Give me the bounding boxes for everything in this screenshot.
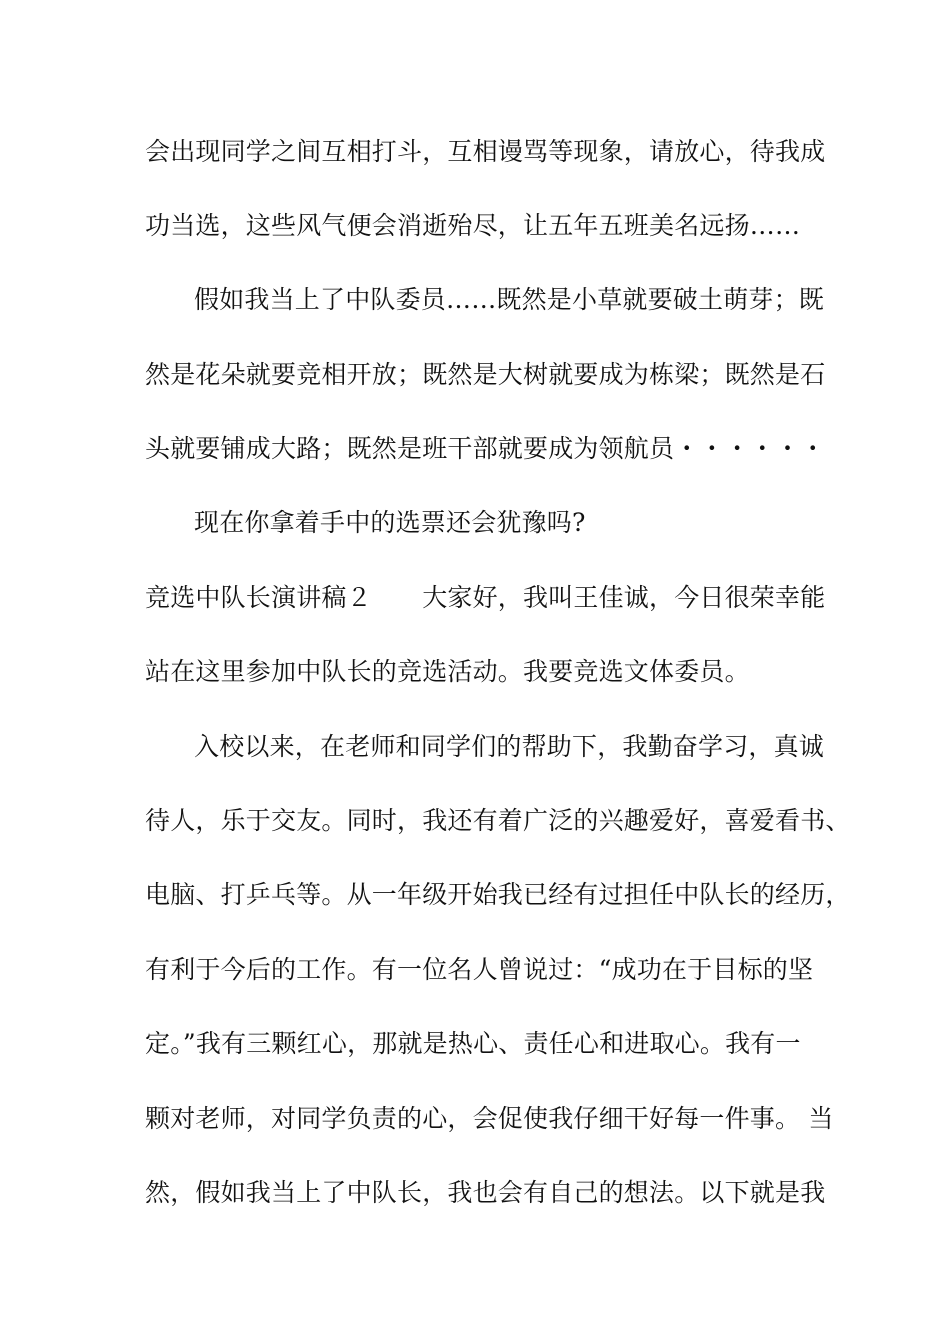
text-line-14: 颗对老师，对同学负责的心，会促使我仔细干好每一件事。 当 [145,1104,834,1133]
text-line-4: 然是花朵就要竞相开放；既然是大树就要成为栋梁；既然是石 [145,360,826,389]
section-heading-line-7: 竞选中队长演讲稿２ 大家好，我叫王佳诚，今日很荣幸能 [145,583,826,612]
text-line-13: 定。”我有三颗红心，那就是热心、责任心和进取心。我有一 [145,1029,801,1058]
text-line-1: 会出现同学之间互相打斗，互相谩骂等现象，请放心，待我成 [145,137,826,166]
text-line-2: 功当选，这些风气便会消逝殆尽，让五年五班美名远扬…… [145,211,801,240]
paragraph-start-line-6: 现在你拿着手中的选票还会犹豫吗? [194,508,586,537]
text-line-12: 有利于今后的工作。有一位名人曾说过：“成功在于目标的坚 [145,955,814,984]
text-line-8: 站在这里参加中队长的竞选活动。我要竞选文体委员。 [145,657,750,686]
text-line-10: 待人，乐于交友。同时，我还有着广泛的兴趣爱好，喜爱看书、 [145,806,851,835]
text-line-5: 头就要铺成大路；既然是班干部就要成为领航员・・・・・・ [145,434,826,463]
text-line-11: 电脑、打乒乓等。从一年级开始我已经有过担任中队长的经历， [145,880,851,909]
text-line-15: 然，假如我当上了中队长，我也会有自己的想法。以下就是我 [145,1178,826,1207]
paragraph-start-line-9: 入校以来，在老师和同学们的帮助下，我勤奋学习，真诚 [194,732,825,761]
paragraph-start-line-3: 假如我当上了中队委员……既然是小草就要破土萌芽；既 [194,285,825,314]
